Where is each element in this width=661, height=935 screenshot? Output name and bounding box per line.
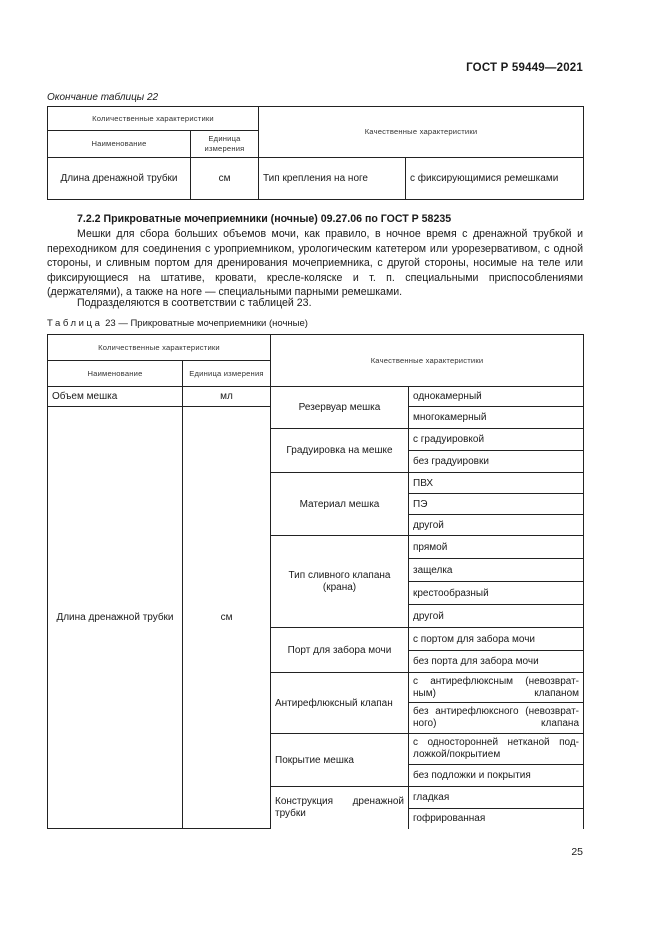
header-unit: Единица измерения: [191, 131, 259, 158]
header-qual: Качественные характеристики: [271, 335, 584, 387]
table23-caption-label: Таблица: [47, 318, 103, 329]
qual-value: однокамерный: [409, 387, 584, 407]
cell-unit-tube-length: см: [183, 407, 271, 829]
qual-group-name: Тип сливного клапана (крана): [271, 536, 409, 628]
cell-unit: см: [191, 158, 259, 200]
cell-unit-volume: мл: [183, 387, 271, 407]
qual-value: ПВХ: [409, 473, 584, 494]
qual-value: без градуировки: [409, 451, 584, 473]
qual-group-name: Антирефлюксный клапан: [271, 673, 409, 734]
qual-value: другой: [409, 515, 584, 536]
table23-caption-text: — Прикроватные мочеприемники (ночные): [118, 318, 308, 329]
qual-value: защелка: [409, 559, 584, 582]
qual-value: крестообразный: [409, 582, 584, 605]
header-qual: Качественные характеристики: [259, 107, 584, 158]
qual-value: ПЭ: [409, 494, 584, 515]
page-number: 25: [571, 846, 583, 858]
cell-name-volume: Объем мешка: [48, 387, 183, 407]
qual-value: без подложки и покрытия: [409, 765, 584, 787]
qual-group-name: Конструкция дренажной трубки: [271, 787, 409, 829]
table23-caption: [47, 318, 308, 329]
qual-value: с портом для забора мочи: [409, 628, 584, 651]
qual-value: гладкая: [409, 787, 584, 809]
table-22-end: [47, 106, 584, 200]
qual-value: с антирефлюксным (невозврат-ным) клапаном: [409, 673, 584, 703]
qual-group-name: Порт для забора мочи: [271, 628, 409, 673]
qual-group-name: Материал мешка: [271, 473, 409, 536]
qual-value: прямой: [409, 536, 584, 559]
qual-value: без порта для забора мочи: [409, 651, 584, 673]
cell-qual-value: с фиксирующимися ремешками: [406, 158, 584, 200]
qual-value: другой: [409, 605, 584, 628]
qual-value: с градуировкой: [409, 429, 584, 451]
qual-group-name: Резервуар мешка: [271, 387, 409, 429]
header-name: Наименование: [48, 361, 183, 387]
table-23: [47, 334, 584, 829]
cell-name-tube-length: Длина дренажной трубки: [48, 407, 183, 829]
qual-value: гофрированная: [409, 809, 584, 829]
section-heading: 7.2.2 Прикроватные мочеприемники (ночные) 09.27.06 по ГОСТ Р 58235: [77, 213, 452, 225]
section-paragraph-2: Подразделяются в соответствии с таблицей 23.: [77, 297, 312, 309]
qual-value: многокамерный: [409, 407, 584, 429]
cell-name: Длина дренажной трубки: [48, 158, 191, 200]
qual-group-name: Покрытие мешка: [271, 734, 409, 787]
section-paragraph-1: Мешки для сбора больших объемов мочи, как правило, в ночное время с дренажной трубкой и переходником для соединения с уроприемником, урологическим катетером или урорезервативом, с одной стороны, и сливным портом для дренирования мочеприемника, с другой стороны, носимые на теле или фиксирующиеся на штативе, кровати, кресле-коляске и т. п. специальными приспособлениями (держателями), а также на ноге — специальными парными ремешками.: [47, 228, 583, 298]
header-unit: Единица измерения: [183, 361, 271, 387]
standard-designation: ГОСТ Р 59449—2021: [466, 62, 583, 74]
header-name: Наименование: [48, 131, 191, 158]
qual-value: с односторонней нетканой под-ложкой/покрытием: [409, 734, 584, 765]
header-quant: Количественные характеристики: [48, 107, 259, 131]
table23-caption-number: 23: [105, 318, 116, 329]
table22-continuation-caption: Окончание таблицы 22: [47, 92, 159, 103]
qual-value: без антирефлюксного (невозврат-ного) клапана: [409, 703, 584, 734]
cell-qual-name: Тип крепления на ноге: [259, 158, 406, 200]
qual-group-name: Градуировка на мешке: [271, 429, 409, 473]
header-quant: Количественные характеристики: [48, 335, 271, 361]
